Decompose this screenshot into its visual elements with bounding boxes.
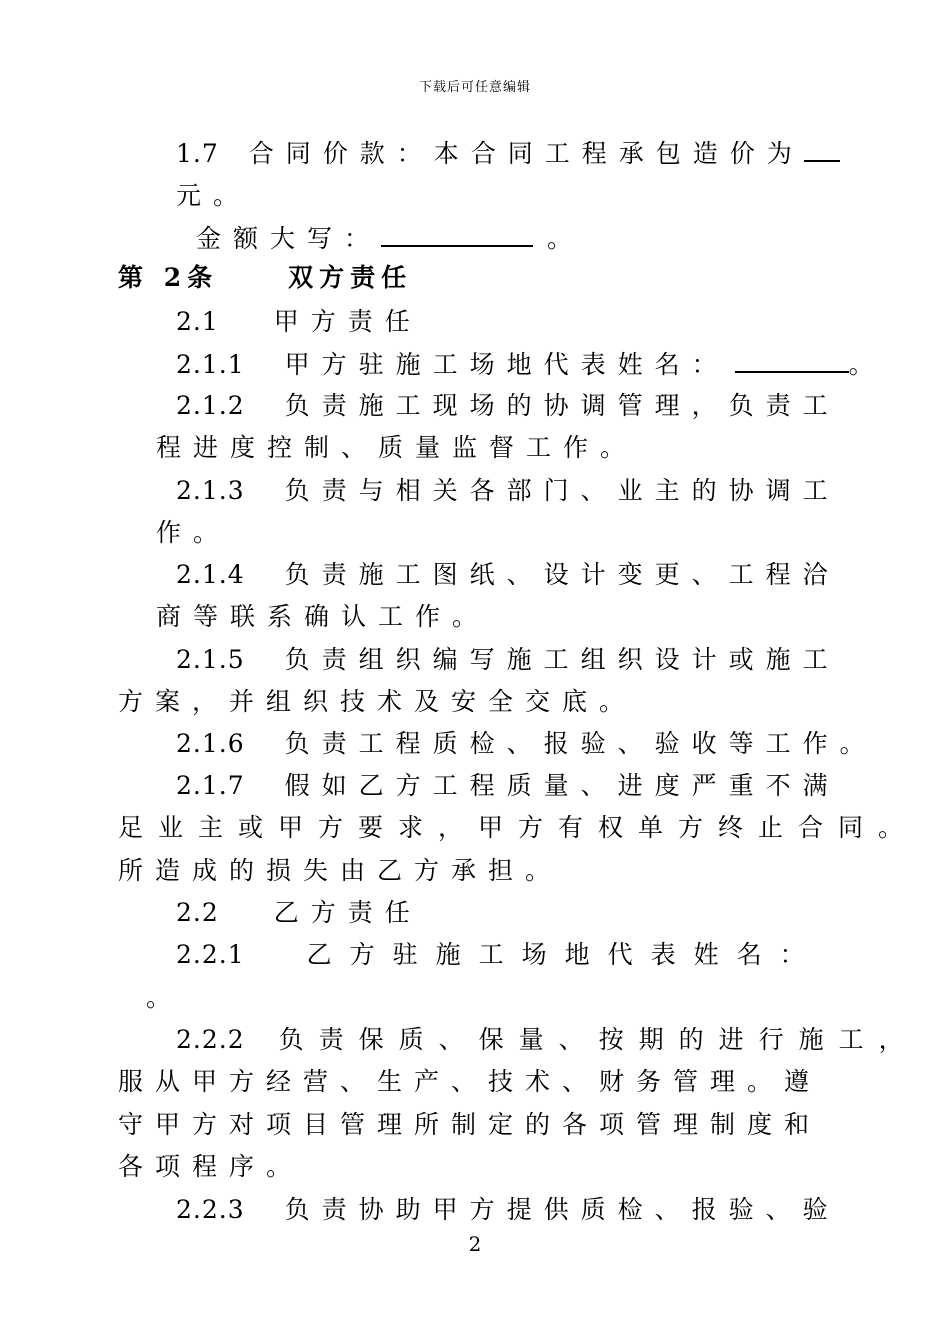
clause-2-2-1-cont: 。 [146, 983, 184, 1012]
clause-text: 假如乙方工程质量、进度严重不满 [284, 771, 840, 800]
clause-1-7 [176, 138, 840, 169]
clause-text: 负责与相关各部门、业主的协调工 [284, 476, 840, 505]
clause-text: 负责工程质检、报验、验收等工作。 [284, 729, 877, 758]
article-title: 双方责任 [288, 263, 413, 292]
clause-2-2-3 [176, 1195, 840, 1225]
clause-2-1-2-cont: 程进度控制、质量监督工作。 [156, 433, 638, 462]
clause-text: 乙方驻施工场地代表姓名： [306, 940, 823, 969]
clause-number: 2.1.1 [176, 350, 245, 379]
price-blank [804, 138, 840, 162]
amount-end: 。 [547, 224, 585, 253]
clause-text: 乙方责任 [273, 898, 422, 927]
clause-2-2 [176, 898, 422, 928]
clause-2-1-3 [176, 476, 840, 506]
clause-number: 2.1.4 [176, 560, 245, 589]
clause-text: 甲方责任 [273, 307, 422, 336]
clause-number: 2.1.5 [176, 645, 245, 674]
clause-text: 负责施工现场的协调管理，负责工 [284, 391, 840, 420]
clause-text: 负责组织编写施工组织设计或施工 [284, 645, 840, 674]
clause-text: 负责保质、保量、按期的进行施工， [278, 1025, 919, 1054]
clause-2-2-1 [176, 940, 823, 970]
clause-2-1-1 [176, 349, 886, 380]
clause-number: 1.7 [176, 139, 219, 168]
clause-2-1-4 [176, 560, 840, 590]
page-number: 2 [468, 1232, 482, 1256]
clause-number: 2.2.2 [176, 1025, 245, 1054]
clause-text: 负责协助甲方提供质检、报验、验 [284, 1195, 840, 1224]
clause-2-2-2-cont1: 服从甲方经营、生产、技术、财务管理。遵 [118, 1067, 822, 1096]
clause-number: 2.2.3 [176, 1195, 245, 1224]
clause-2-1-2 [176, 391, 840, 421]
clause-number: 2.2.1 [176, 940, 245, 969]
clause-text: 甲方驻施工场地代表姓名： [284, 350, 729, 379]
clause-end: 。 [848, 350, 886, 379]
amount-label: 金额大写： [196, 224, 382, 253]
page-header: 下载后可任意编辑 [418, 80, 531, 95]
clause-2-2-2 [176, 1025, 919, 1055]
clause-number: 2.2 [176, 898, 219, 927]
clause-2-1-5-cont: 方案，并组织技术及安全交底。 [118, 687, 637, 716]
clause-2-1-7 [176, 771, 840, 801]
clause-2-1-4-cont: 商等联系确认工作。 [156, 602, 490, 631]
clause-text: 合同价款：本合同工程承包造价为 [248, 139, 804, 168]
clause-number: 2.1 [176, 307, 219, 336]
clause-2-2-2-cont2: 守甲方对项目管理所制定的各项管理制度和 [118, 1110, 822, 1139]
clause-2-1-6 [176, 729, 877, 759]
clause-2-1-7-cont2: 所造成的损失由乙方承担。 [118, 856, 563, 885]
clause-2-1-5 [176, 645, 840, 675]
name-blank [735, 349, 849, 373]
clause-number: 2.1.3 [176, 476, 245, 505]
clause-text: 负责施工图纸、设计变更、工程洽 [284, 560, 840, 589]
clause-1-7-cont: 元。 [176, 181, 251, 210]
clause-2-1 [176, 307, 422, 337]
amount-blank [381, 223, 533, 247]
clause-2-1-7-cont1: 足业主或甲方要求，甲方有权单方终止合同。 [118, 813, 919, 842]
clause-2-2-2-cont3: 各项程序。 [118, 1152, 304, 1181]
clause-number: 2.1.6 [176, 729, 245, 758]
article-number: 第 2条 [118, 263, 219, 292]
amount-in-words [196, 223, 584, 254]
clause-number: 2.1.7 [176, 771, 245, 800]
article-2-heading [118, 263, 412, 293]
clause-number: 2.1.2 [176, 391, 245, 420]
clause-2-1-3-cont: 作。 [156, 518, 231, 547]
